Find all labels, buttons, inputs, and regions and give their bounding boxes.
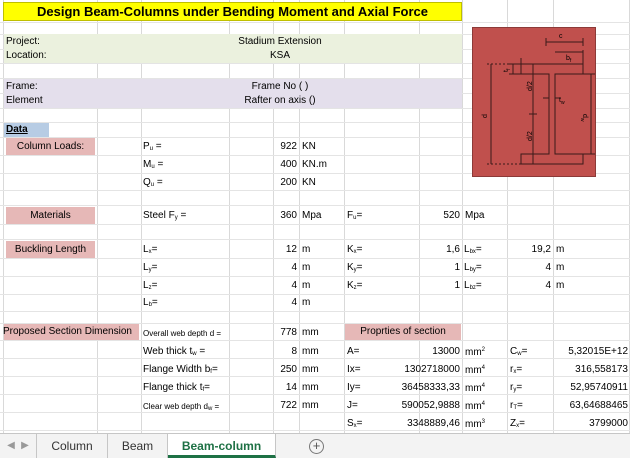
location-label[interactable]: Location: bbox=[6, 50, 47, 61]
dim-d2-lower-label: d/2 bbox=[527, 131, 534, 141]
qu-symbol[interactable]: Qu = bbox=[143, 177, 163, 188]
flange-width-label[interactable]: Flange Width bf= bbox=[143, 364, 218, 375]
clear-web-depth-label[interactable]: Clear web depth dw = bbox=[143, 402, 220, 412]
lz-unit[interactable]: m bbox=[302, 280, 311, 291]
proposed-section-label[interactable]: Proposed Section Dimension bbox=[3, 326, 132, 337]
kz-symbol[interactable]: Kz= bbox=[347, 280, 363, 291]
flange-width-value[interactable]: 250 bbox=[280, 364, 297, 375]
lby-symbol[interactable]: Lby= bbox=[464, 262, 482, 273]
buckling-label[interactable]: Buckling Length bbox=[14, 244, 87, 255]
sheet-tab-bar bbox=[0, 433, 630, 458]
kx-symbol[interactable]: Kx= bbox=[347, 244, 363, 255]
column-loads-label[interactable]: Column Loads: bbox=[16, 141, 85, 152]
lz-symbol[interactable]: Lz= bbox=[143, 280, 158, 291]
qu-unit[interactable]: KN bbox=[302, 177, 316, 188]
j-value[interactable]: 590052,9888 bbox=[401, 400, 460, 411]
pu-unit[interactable]: KN bbox=[302, 141, 316, 152]
ky-symbol[interactable]: Ky= bbox=[347, 262, 363, 273]
project-value[interactable]: Stadium Extension bbox=[238, 36, 322, 47]
iy-unit[interactable]: $mm^4$ bbox=[465, 383, 486, 394]
rt-value[interactable]: 63,64688465 bbox=[569, 400, 628, 411]
iy-symbol[interactable]: Iy= bbox=[347, 382, 361, 393]
lbx-value[interactable]: 19,2 bbox=[531, 244, 551, 255]
iy-value[interactable]: 36458333,33 bbox=[401, 382, 460, 393]
dim-c-label: c bbox=[559, 33, 563, 40]
flange-thick-label[interactable]: Flange thick tf= bbox=[143, 382, 210, 393]
ry-symbol[interactable]: ry= bbox=[510, 382, 523, 393]
ix-unit[interactable]: $mm^4$ bbox=[465, 365, 486, 376]
properties-label[interactable]: Proprties of section bbox=[360, 326, 446, 337]
j-symbol[interactable]: J= bbox=[347, 400, 358, 411]
dim-tf-label: $t_f$ bbox=[503, 68, 512, 72]
flange-thick-value[interactable]: 14 bbox=[285, 382, 297, 393]
ix-symbol[interactable]: Ix= bbox=[347, 364, 361, 375]
sheet-title[interactable]: Design Beam-Columns under Bending Moment and Axial Force bbox=[3, 2, 462, 21]
lz-value[interactable]: 4 bbox=[291, 280, 297, 291]
overall-depth-label[interactable]: Overall web depth d = bbox=[143, 329, 222, 338]
ix-value[interactable]: 1302718000 bbox=[404, 364, 460, 375]
dim-tw-label: $t_w$ bbox=[559, 97, 565, 106]
frame-label[interactable]: Frame: bbox=[6, 81, 38, 92]
overall-depth-value[interactable]: 778 bbox=[280, 327, 297, 338]
lbx-symbol[interactable]: Lbx= bbox=[464, 244, 482, 255]
overall-depth-unit[interactable]: mm bbox=[302, 327, 319, 338]
lx-value[interactable]: 12 bbox=[285, 244, 297, 255]
ly-symbol[interactable]: Ly= bbox=[143, 262, 158, 273]
area-symbol[interactable]: A= bbox=[347, 346, 360, 357]
i-beam-icon bbox=[473, 28, 597, 178]
tab-beam[interactable]: Beam bbox=[108, 434, 168, 458]
add-sheet-button[interactable]: + bbox=[309, 439, 324, 454]
zx-value[interactable]: 3799000 bbox=[589, 418, 628, 429]
clear-web-depth-unit[interactable]: mm bbox=[302, 400, 319, 411]
flange-width-unit[interactable]: mm bbox=[302, 364, 319, 375]
area-unit[interactable]: $mm^2$ bbox=[465, 347, 486, 358]
rt-symbol[interactable]: rT= bbox=[510, 400, 523, 411]
data-section-label[interactable]: Data bbox=[6, 124, 28, 135]
dim-bf-label: $b_f$ bbox=[566, 55, 572, 64]
tab-column[interactable]: Column bbox=[36, 434, 108, 458]
ly-unit[interactable]: m bbox=[302, 262, 311, 273]
dim-d-label: d bbox=[482, 114, 489, 118]
ry-value[interactable]: 52,95740911 bbox=[570, 382, 628, 393]
web-thick-value[interactable]: 8 bbox=[291, 346, 297, 357]
fy-unit[interactable]: Mpa bbox=[302, 210, 322, 221]
lbz-unit[interactable]: m bbox=[556, 280, 565, 291]
lbx-unit[interactable]: m bbox=[556, 244, 565, 255]
lby-value[interactable]: 4 bbox=[545, 262, 551, 273]
flange-thick-unit[interactable]: mm bbox=[302, 382, 319, 393]
dim-d2-upper-label: d/2 bbox=[527, 81, 534, 91]
fy-value[interactable]: 360 bbox=[280, 210, 297, 221]
i-section-figure[interactable] bbox=[472, 27, 596, 177]
tab-scroll-right-icon[interactable]: ▶ bbox=[21, 440, 29, 451]
lbz-symbol[interactable]: Lbz= bbox=[464, 280, 482, 291]
qu-value[interactable]: 200 bbox=[280, 177, 297, 188]
rx-value[interactable]: 316,558173 bbox=[575, 364, 628, 375]
cw-value[interactable]: 5,32015E+12 bbox=[568, 346, 628, 357]
sx-symbol[interactable]: Sx= bbox=[347, 418, 363, 429]
fu-unit[interactable]: Mpa bbox=[465, 210, 485, 221]
steel-fy-label[interactable]: Steel Fy = bbox=[143, 210, 187, 221]
dim-dw-label: $d_w$ bbox=[579, 114, 588, 122]
lb-unit[interactable]: m bbox=[302, 297, 311, 308]
lb-symbol[interactable]: Lb= bbox=[143, 297, 158, 308]
lx-symbol[interactable]: Lx= bbox=[143, 244, 158, 255]
pu-value[interactable]: 922 bbox=[280, 141, 297, 152]
project-label[interactable]: Project: bbox=[6, 36, 40, 47]
web-thick-label[interactable]: Web thick tw = bbox=[143, 346, 206, 357]
mu-symbol[interactable]: Mu = bbox=[143, 159, 164, 170]
cw-symbol[interactable]: Cw= bbox=[510, 346, 528, 357]
lx-unit[interactable]: m bbox=[302, 244, 311, 255]
element-value[interactable]: Rafter on axis () bbox=[244, 95, 316, 106]
element-label[interactable]: Element bbox=[6, 95, 43, 106]
zx-symbol[interactable]: Zx= bbox=[510, 418, 525, 429]
sx-value[interactable]: 3348889,46 bbox=[407, 418, 460, 429]
ly-value[interactable]: 4 bbox=[291, 262, 297, 273]
frame-value[interactable]: Frame No ( ) bbox=[251, 81, 309, 92]
web-thick-unit[interactable]: mm bbox=[302, 346, 319, 357]
sx-unit[interactable]: $mm^3$ bbox=[465, 419, 486, 430]
kz-value[interactable]: 1 bbox=[454, 280, 460, 291]
location-value[interactable]: KSA bbox=[269, 50, 290, 61]
tab-beam-column[interactable]: Beam-column bbox=[168, 434, 276, 458]
ky-value[interactable]: 1 bbox=[454, 262, 460, 273]
fu-value[interactable]: 520 bbox=[443, 210, 460, 221]
lbz-value[interactable]: 4 bbox=[545, 280, 551, 291]
lb-value[interactable]: 4 bbox=[291, 297, 297, 308]
mu-value[interactable]: 400 bbox=[280, 159, 297, 170]
kx-value[interactable]: 1,6 bbox=[446, 244, 460, 255]
clear-web-depth-value[interactable]: 722 bbox=[280, 400, 297, 411]
fu-symbol[interactable]: Fu= bbox=[347, 210, 363, 221]
lby-unit[interactable]: m bbox=[556, 262, 565, 273]
mu-unit[interactable]: KN.m bbox=[302, 159, 327, 170]
materials-label[interactable]: Materials bbox=[30, 210, 71, 221]
rx-symbol[interactable]: rx= bbox=[510, 364, 523, 375]
tab-scroll-left-icon[interactable]: ◀ bbox=[7, 440, 15, 451]
area-value[interactable]: 13000 bbox=[432, 346, 460, 357]
pu-symbol[interactable]: Pu = bbox=[143, 141, 162, 152]
j-unit[interactable]: $mm^4$ bbox=[465, 401, 486, 412]
